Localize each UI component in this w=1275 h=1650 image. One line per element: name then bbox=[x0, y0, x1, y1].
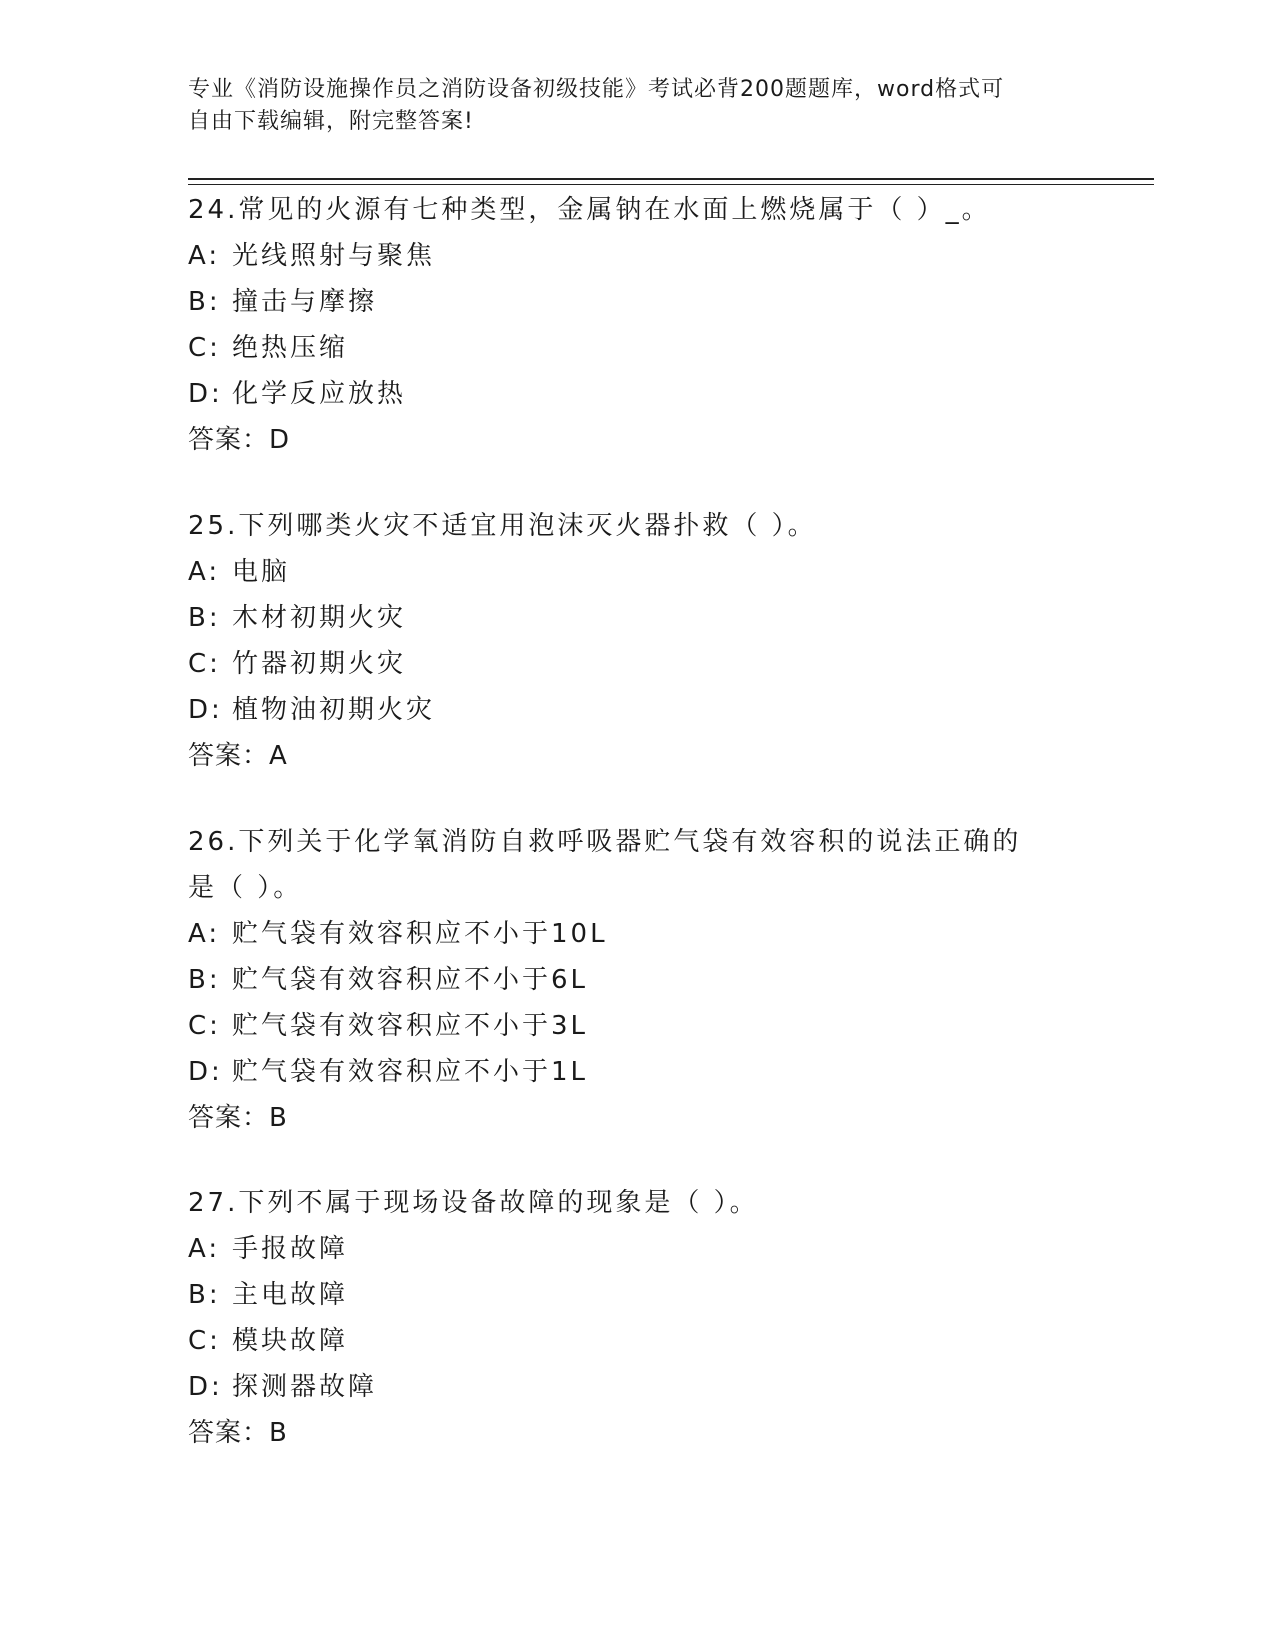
option-key: D: bbox=[188, 1057, 223, 1087]
option-text: 植物油初期火灾 bbox=[232, 695, 436, 725]
option-c bbox=[188, 641, 1088, 687]
option-key: A: bbox=[188, 241, 221, 271]
header-divider-thick bbox=[188, 178, 1154, 180]
option-key: D: bbox=[188, 1372, 223, 1402]
answer: 答案：B bbox=[188, 1103, 288, 1133]
question-stem: 26.下列关于化学氧消防自救呼吸器贮气袋有效容积的说法正确的是（ ）。 bbox=[188, 827, 1022, 903]
option-text: 木材初期火灾 bbox=[232, 603, 407, 633]
option-text: 绝热压缩 bbox=[232, 333, 349, 363]
option-c bbox=[188, 325, 1088, 371]
document-header bbox=[188, 74, 1088, 138]
header-line-2: 自由下载编辑，附完整答案! bbox=[188, 109, 474, 134]
answer: 答案：B bbox=[188, 1418, 288, 1448]
option-b bbox=[188, 279, 1088, 325]
option-text: 电脑 bbox=[232, 557, 291, 587]
option-b bbox=[188, 595, 1088, 641]
option-key: C: bbox=[188, 1326, 221, 1356]
question-27 bbox=[188, 1180, 1088, 1456]
option-key: D: bbox=[188, 695, 223, 725]
question-25 bbox=[188, 503, 1088, 779]
option-text: 贮气袋有效容积应不小于10L bbox=[232, 919, 608, 949]
question-stem: 24.常见的火源有七种类型，金属钠在水面上燃烧属于（ ）_。 bbox=[188, 195, 991, 225]
option-text: 光线照射与聚焦 bbox=[232, 241, 436, 271]
option-d bbox=[188, 1049, 1048, 1095]
option-d bbox=[188, 1364, 1088, 1410]
option-key: B: bbox=[188, 603, 221, 633]
option-text: 撞击与摩擦 bbox=[232, 287, 378, 317]
option-b bbox=[188, 957, 1048, 1003]
option-key: A: bbox=[188, 919, 221, 949]
answer: 答案：D bbox=[188, 425, 291, 455]
option-text: 主电故障 bbox=[232, 1280, 349, 1310]
option-key: C: bbox=[188, 333, 221, 363]
option-key: B: bbox=[188, 1280, 221, 1310]
option-a bbox=[188, 911, 1048, 957]
option-d bbox=[188, 371, 1088, 417]
option-c bbox=[188, 1003, 1048, 1049]
option-a bbox=[188, 1226, 1088, 1272]
header-divider-thin bbox=[188, 184, 1154, 185]
option-key: C: bbox=[188, 1011, 221, 1041]
question-24 bbox=[188, 187, 1088, 463]
answer: 答案：A bbox=[188, 741, 288, 771]
option-text: 模块故障 bbox=[232, 1326, 349, 1356]
option-b bbox=[188, 1272, 1088, 1318]
option-key: A: bbox=[188, 557, 221, 587]
option-a bbox=[188, 549, 1088, 595]
option-text: 贮气袋有效容积应不小于1L bbox=[232, 1057, 589, 1087]
option-text: 贮气袋有效容积应不小于6L bbox=[232, 965, 589, 995]
option-d bbox=[188, 687, 1088, 733]
option-key: A: bbox=[188, 1234, 221, 1264]
option-key: B: bbox=[188, 287, 221, 317]
option-c bbox=[188, 1318, 1088, 1364]
question-stem: 25.下列哪类火灾不适宜用泡沫灭火器扑救（ ）。 bbox=[188, 511, 817, 541]
option-a bbox=[188, 233, 1088, 279]
option-text: 手报故障 bbox=[232, 1234, 349, 1264]
question-stem: 27.下列不属于现场设备故障的现象是（ ）。 bbox=[188, 1188, 759, 1218]
option-key: B: bbox=[188, 965, 221, 995]
option-text: 贮气袋有效容积应不小于3L bbox=[232, 1011, 589, 1041]
question-26 bbox=[188, 819, 1048, 1141]
header-line-1: 专业《消防设施操作员之消防设备初级技能》考试必背200题题库，word格式可 bbox=[188, 77, 1005, 102]
option-key: C: bbox=[188, 649, 221, 679]
option-key: D: bbox=[188, 379, 223, 409]
option-text: 化学反应放热 bbox=[232, 379, 407, 409]
option-text: 探测器故障 bbox=[232, 1372, 378, 1402]
option-text: 竹器初期火灾 bbox=[232, 649, 407, 679]
